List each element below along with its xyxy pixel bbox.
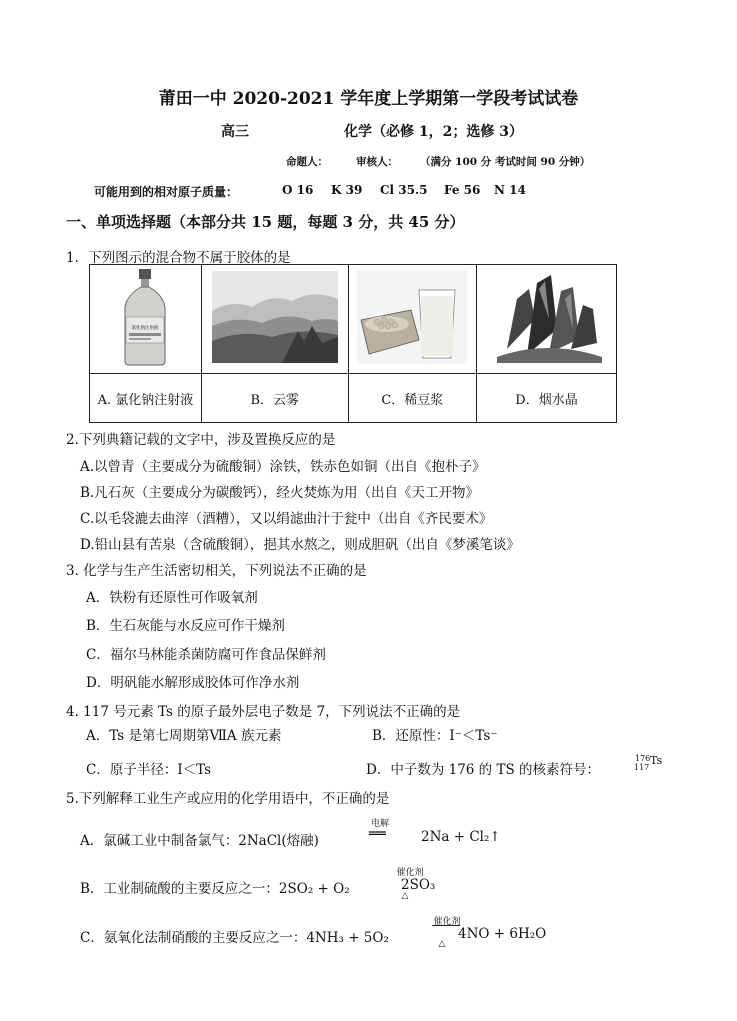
question-4-stem: 4. 117 号元素 Ts 的原子最外层电子数是 7，下列说法不正确的是 — [66, 704, 461, 720]
reviewer-label: 审核人： — [356, 156, 398, 168]
question-4-option-b: B．还原性：I⁻＜Ts⁻ — [372, 728, 498, 744]
question-2-option-c: C.以毛袋漉去曲滓（酒糟），又以绢滤曲汁于瓮中（出自《齐民要术》 — [80, 511, 493, 527]
caption-a: A. 氯化钠注射液 — [90, 374, 202, 423]
question-2-option-a: A.以曾青（主要成分为硫酸铜）涂铁，铁赤色如铜（出自《抱朴子》 — [80, 459, 486, 475]
heat-symbol-b: △ — [401, 891, 409, 901]
question-5-stem: 5.下列解释工业生产或应用的化学用语中，不正确的是 — [66, 791, 390, 807]
image-soy-milk — [348, 265, 476, 374]
question-5-option-a-lhs: A．氯碱工业中制备氯气：2NaCl(熔融) — [80, 833, 319, 849]
question-5-option-b-lhs: B．工业制硫酸的主要反应之一：2SO₂ + O₂ — [80, 881, 350, 897]
image-smoky-quartz — [477, 265, 617, 374]
question-2-option-b: B.凡石灰（主要成分为碳酸钙），经火焚炼为用（出自《天工开物》 — [80, 485, 479, 501]
exam-title: 莆田一中 2020-2021 学年度上学期第一学段考试试卷 — [158, 89, 579, 109]
question-3-option-c: C．福尔马林能杀菌防腐可作食品保鲜剂 — [86, 647, 326, 663]
question-3-option-d: D．明矾能水解形成胶体可作净水剂 — [86, 675, 300, 691]
question-1-stem: 1．下列图示的混合物不属于胶体的是 — [66, 250, 291, 266]
question-5-option-a-rhs: 2Na + Cl₂↑ — [421, 829, 501, 845]
question-5-option-c-rhs: 4NO + 6H₂O — [458, 926, 547, 942]
question-2-option-d: D.铅山县有苦泉（含硫酸铜），挹其水熬之，则成胆矾（出自《梦溪笔谈》 — [80, 537, 520, 553]
nuclide-symbol: Ts — [650, 754, 663, 767]
question-3-option-a: A．铁粉有还原性可作吸氧剂 — [86, 590, 258, 606]
saline-bottle-icon — [115, 267, 175, 367]
image-saline-bottle — [90, 265, 202, 374]
setter-label: 命题人： — [286, 156, 328, 168]
question-3-stem: 3. 化学与生产生活密切相关，下列说法不正确的是 — [66, 563, 367, 579]
question-5-option-c-condition: 催化剂 — [433, 917, 461, 927]
smoky-quartz-icon — [487, 269, 607, 365]
atomic-mass-fe: Fe 56 — [444, 183, 481, 197]
grade-label: 高三 — [221, 124, 249, 140]
question-5-option-b-condition: 催化剂 — [396, 868, 424, 878]
question-2-stem: 2.下列典籍记载的文字中，涉及置换反应的是 — [66, 432, 336, 448]
exam-info: （满分 100 分 考试时间 90 分钟） — [420, 156, 591, 168]
atomic-mass-n: N 14 — [494, 183, 526, 197]
question-5-option-c-lhs: C．氨氧化法制硝酸的主要反应之一：4NH₃ + 5O₂ — [80, 930, 389, 946]
question-4-option-a: A．Ts 是第七周期第ⅦA 族元素 — [86, 728, 282, 744]
caption-d: D．烟水晶 — [477, 374, 617, 423]
question-5-option-b-rhs: 2SO₃ — [401, 877, 436, 893]
atomic-mass-k: K 39 — [331, 183, 363, 197]
double-equals-sign: ══ — [369, 826, 386, 842]
nuclide-mass-number: 176 — [635, 754, 651, 763]
image-foggy-mountains — [201, 265, 348, 374]
atomic-mass-cl: Cl 35.5 — [380, 183, 428, 197]
question-1-image-table — [89, 264, 617, 423]
atomic-masses-label: 可能用到的相对原子质量： — [94, 185, 239, 199]
heat-symbol-c: △ — [438, 939, 446, 949]
question-4-option-d: D．中子数为 176 的 TS 的核素符号： — [366, 762, 601, 778]
bottle-label-text: 氯化钠注射液 — [131, 326, 159, 331]
caption-b: B．云雾 — [201, 374, 348, 423]
soy-milk-icon — [357, 270, 467, 364]
reaction-arrow-line — [432, 925, 460, 926]
caption-c: C．稀豆浆 — [348, 374, 476, 423]
subject-label: 化学（必修 1，2；选修 3） — [344, 124, 523, 140]
section-title: 一、单项选择题（本部分共 15 题，每题 3 分，共 45 分） — [66, 213, 465, 231]
question-4-option-c: C．原子半径：I＜Ts — [86, 762, 212, 778]
nuclide-atomic-number: 117 — [634, 763, 650, 772]
atomic-mass-o: O 16 — [282, 183, 314, 197]
question-3-option-b: B．生石灰能与水反应可作干燥剂 — [86, 618, 285, 634]
fog-mountains-icon — [212, 271, 338, 363]
question-5-option-a-condition: 电解 — [370, 819, 389, 829]
